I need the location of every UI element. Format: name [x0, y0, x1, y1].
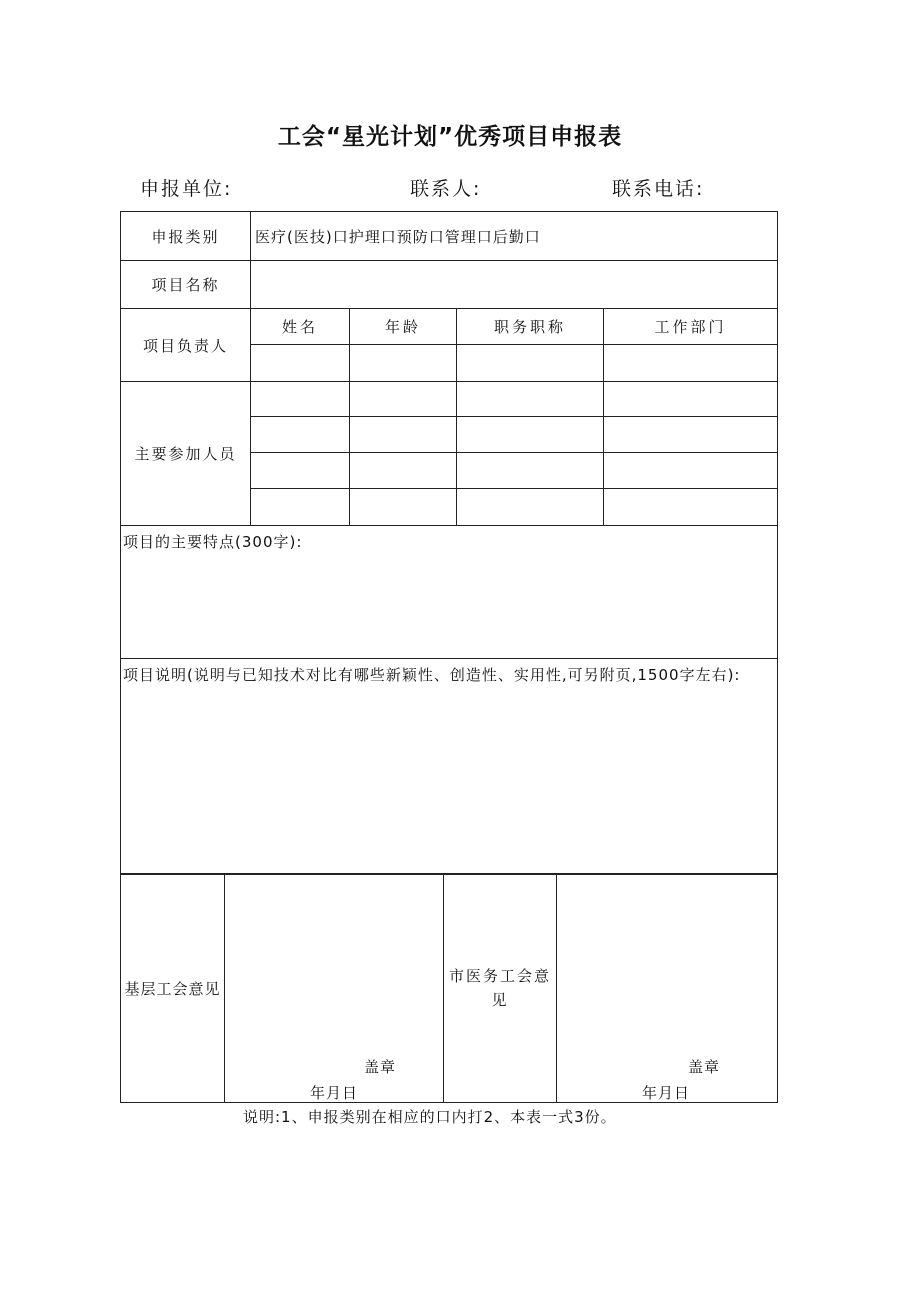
participant-department-cell[interactable]	[604, 382, 778, 417]
city-union-opinion-label: 市医务工会意见	[444, 874, 557, 1103]
column-name: 姓名	[251, 309, 350, 345]
category-row	[121, 212, 778, 261]
grassroots-date-text: 年月日	[310, 1084, 359, 1102]
participant-age-cell[interactable]	[350, 382, 457, 417]
city-union-opinion-box[interactable]	[557, 874, 778, 1103]
opinion-table	[120, 873, 778, 1103]
participant-department-cell[interactable]	[604, 453, 778, 489]
leader-header-row	[121, 309, 778, 345]
participant-department-cell[interactable]	[604, 417, 778, 453]
participant-name-cell[interactable]	[251, 417, 350, 453]
leader-department-cell[interactable]	[604, 345, 778, 382]
leader-name-cell[interactable]	[251, 345, 350, 382]
features-box[interactable]: 项目的主要特点(300字):	[121, 526, 778, 659]
footnote: 说明:1、申报类别在相应的口内打2、本表一式3份。	[243, 1108, 617, 1126]
participant-row	[121, 382, 778, 417]
grassroots-union-opinion-box[interactable]	[225, 874, 444, 1103]
participant-name-cell[interactable]	[251, 453, 350, 489]
column-age: 年龄	[350, 309, 457, 345]
participant-title-cell[interactable]	[457, 417, 604, 453]
leader-title-cell[interactable]	[457, 345, 604, 382]
project-name-field[interactable]	[251, 261, 778, 309]
form-title: 工会“星光计划”优秀项目申报表	[277, 124, 623, 150]
description-row	[121, 659, 778, 875]
participant-title-cell[interactable]	[457, 489, 604, 526]
description-box[interactable]: 项目说明(说明与已知技术对比有哪些新颖性、创造性、实用性,可另附页,1500字左右):	[121, 659, 778, 875]
column-title: 职务职称	[457, 309, 604, 345]
participant-name-cell[interactable]	[251, 489, 350, 526]
applicant-unit-label: 申报单位:	[140, 178, 233, 200]
participants-label: 主要参加人员	[121, 382, 251, 526]
city-seal-text: 盖章	[688, 1058, 721, 1076]
column-department: 工作部门	[604, 309, 778, 345]
participant-age-cell[interactable]	[350, 417, 457, 453]
project-name-row	[121, 261, 778, 309]
participant-age-cell[interactable]	[350, 453, 457, 489]
participant-age-cell[interactable]	[350, 489, 457, 526]
grassroots-union-opinion-label: 基层工会意见	[121, 874, 225, 1103]
leader-age-cell[interactable]	[350, 345, 457, 382]
contact-phone-label: 联系电话:	[612, 178, 705, 200]
contact-person-label: 联系人:	[410, 178, 482, 200]
city-date-text: 年月日	[642, 1084, 691, 1102]
category-label: 申报类别	[121, 212, 251, 261]
leader-label: 项目负责人	[121, 309, 251, 382]
category-options[interactable]: 医疗(医技)口护理口预防口管理口后勤口	[251, 212, 778, 261]
participant-name-cell[interactable]	[251, 382, 350, 417]
participant-title-cell[interactable]	[457, 382, 604, 417]
features-row	[121, 526, 778, 659]
application-form-table	[120, 211, 778, 875]
grassroots-seal-text: 盖章	[364, 1058, 397, 1076]
participant-department-cell[interactable]	[604, 489, 778, 526]
project-name-label: 项目名称	[121, 261, 251, 309]
participant-title-cell[interactable]	[457, 453, 604, 489]
